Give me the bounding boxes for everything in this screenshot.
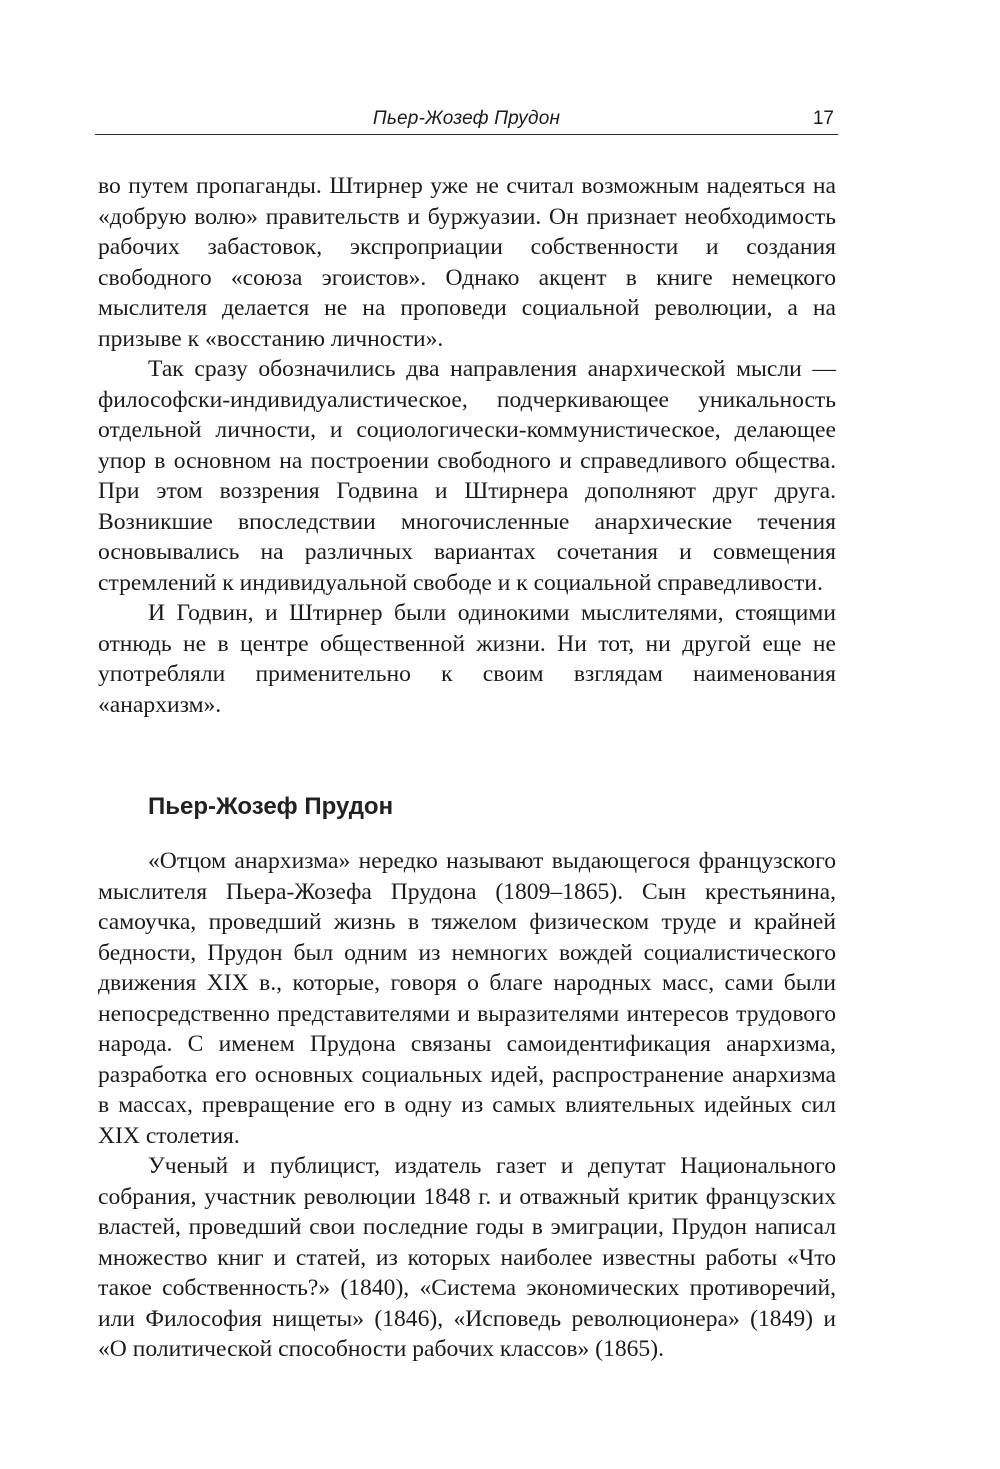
section-heading: Пьер-Жозеф Прудон (148, 793, 394, 820)
page-number: 17 (812, 108, 834, 129)
paragraph: «Отцом анархизма» нередко называют выдающегося французского мыслителя Пьера-Жозефа Прудона (1809–1865). Сын крестьянина, самоучка, проведший жизнь в тяжелом физическом труде и крайней бедности, Прудон был одним из немногих вождей социалистического движения XIX в., которые, говоря о благе народных масс, сами были непосредственно представителями и выразителями интересов трудового народа. С именем Прудона связаны самоидентификация анархизма, разработка его основных социальных идей, распространение анархизма в массах, превращение его в одну из самых влиятельных идейных сил XIX столетия. (98, 848, 836, 1149)
running-header (95, 104, 838, 135)
body-text-continuation (98, 171, 836, 720)
paragraph: во путем пропаганды. Штирнер уже не считал возможным надеяться на «добрую волю» правительств и буржуазии. Он признает необходимость рабочих забастовок, экспроприации собственности и создания свободного «союза эгоистов». Однако акцент в книге немецкого мыслителя делается не на проповеди социальной революции, а на призыве к «восстанию личности». (98, 173, 836, 352)
paragraph: Так сразу обозначились два направления анархической мысли — философски-индивидуалистическое, подчеркивающее уникальность отдельной личности, и социологически-коммунистическое, делающее упор в основном на построении свободного и справедливого общества. При этом воззрения Годвина и Штирнера дополняют друг друга. Возникшие впоследствии многочисленные анархические течения основывались на различных вариантах сочетания и совмещения стремлений к индивидуальной свободе и к социальной справедливости. (98, 356, 836, 596)
section-body (98, 846, 836, 1365)
running-title: Пьер-Жозеф Прудон (372, 108, 561, 129)
paragraph: И Годвин, и Штирнер были одинокими мыслителями, стоящими отнюдь не в центре общественной жизни. Ни тот, ни другой еще не употребляли применительно к своим взглядам наименования «анархизм». (98, 600, 836, 718)
paragraph: Ученый и публицист, издатель газет и депутат Национального собрания, участник революции 1848 г. и отважный критик французских властей, проведший свои последние годы в эмиграции, Прудон написал множество книг и статей, из которых наиболее известны работы «Что такое собственность?» (1840), «Система экономических противоречий, или Философия нищеты» (1846), «Исповедь революционера» (1849) и «О политической способности рабочих классов» (1865). (98, 1153, 836, 1362)
